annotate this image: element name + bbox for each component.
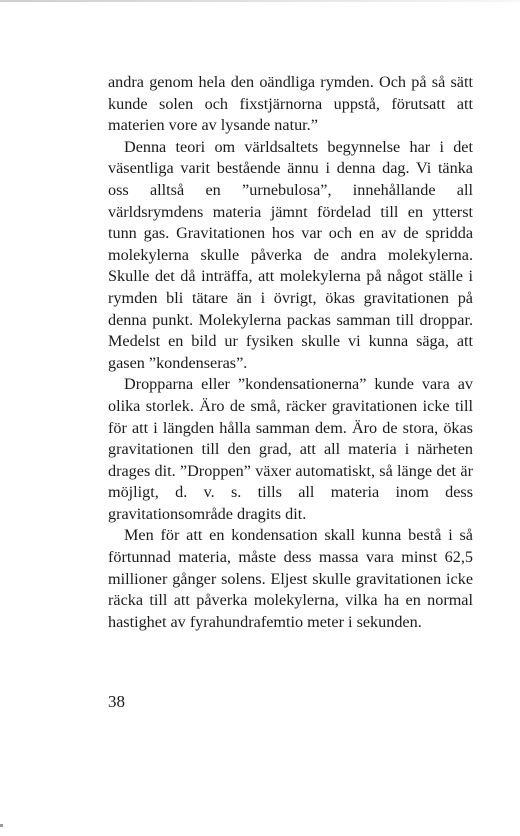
paragraph-3: Dropparna eller ”kondensationerna” kunde vara av olika storlek. Äro de små, räcker gravitationen icke till för att i längden hålla samman dem. Äro de stora, ökas gravitationen till den grad, att all materia i närheten drages dit. ”Droppen” växer automatiskt, så länge det är möjligt, d. v. s. tills all materia inom dess gravitationsområde dragits dit. bbox=[108, 375, 473, 523]
page-number: 38 bbox=[108, 692, 125, 711]
top-page-edge bbox=[0, 0, 520, 2]
page-body bbox=[108, 72, 473, 633]
paragraph-2: Denna teori om världsaltets begynnelse har i det väsentliga varit bestående ännu i denna dag. Vi tänka oss alltså en ”urnebulosa”, innehållande all världsrymdens materia jämnt fördelad till en ytterst tunn gas. Gravitationen hos var och en av de spridda molekylerna skulle påverka de andra molekylerna. Skulle det då inträffa, att molekylerna på något ställe i rymden bli tätare än i övrigt, ökas gravitationen på denna punkt. Molekylerna packas samman till droppar. Medelst en bild ur fysiken skulle vi kunna säga, att gasen ”kondenseras”. bbox=[108, 137, 473, 372]
paragraph-4: Men för att en kondensation skall kunna bestå i så förtunnad materia, måste dess massa vara minst 62,5 millioner gånger solens. Eljest skulle gravitationen icke räcka till att påverka molekylerna, vilka ha en normal hastighet av fyrahundrafemtio meter i sekunden. bbox=[108, 526, 473, 631]
scan-edge-mark bbox=[0, 824, 3, 827]
paragraph-1: andra genom hela den oändliga rymden. Och på så sätt kunde solen och fixstjärnorna uppstå, förutsatt att materien vore av lysande natur.” bbox=[108, 73, 473, 135]
